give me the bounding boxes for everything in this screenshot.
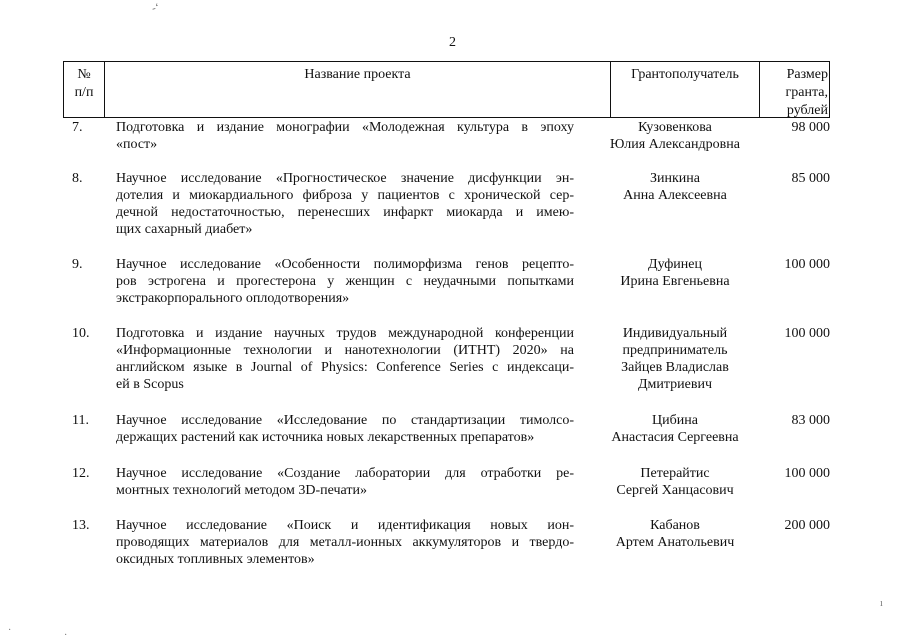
grantee-line: Петерайтис (640, 466, 710, 481)
grantee-line: Кузовенкова (638, 120, 712, 135)
grantee-line: Анна Алексеевна (623, 188, 727, 203)
project-title-line: Научное исследование «Особенности полиморфизма генов рецепто- (116, 257, 574, 272)
project-title-line: держащих растений как источника новых лекарственных препаратов» (116, 430, 535, 445)
row-project-title (116, 517, 574, 568)
project-title-line: дотелия и миокардиального фиброза у пациентов с хронической сер- (116, 188, 574, 203)
row-number: 13. (72, 518, 90, 533)
row-grantee (590, 119, 760, 153)
scan-mark: -‘ (150, 1, 161, 15)
row-number: 9. (72, 257, 83, 272)
project-title-line: ей в Scopus (116, 377, 184, 392)
row-grantee (590, 412, 760, 446)
grantee-line: Ирина Евгеньевна (620, 274, 730, 289)
header-amount-label: Размер гранта, рублей (785, 67, 828, 118)
grantee-line: Юлия Александровна (610, 137, 740, 152)
header-amount (760, 62, 829, 117)
project-title-line: Подготовка и издание научных трудов международной конференции (116, 326, 574, 341)
header-num (64, 62, 105, 117)
project-title-line: Научное исследование «Прогностическое значение дисфункции эн- (116, 171, 574, 186)
project-title-line: Научное исследование «Исследование по стандартизации тимолсо- (116, 413, 574, 428)
row-number: 7. (72, 120, 83, 135)
grantee-line: Индивидуальный (622, 326, 728, 341)
project-title-line: Подготовка и издание монографии «Молодежная культура в эпоху (116, 120, 574, 135)
table-header (63, 61, 830, 118)
project-title-line: щих сахарный диабет» (116, 222, 253, 237)
scan-speck: ı (880, 598, 883, 609)
grantee-line: Сергей Ханцасович (616, 483, 734, 498)
row-grantee (590, 465, 760, 499)
grantee-line: Дуфинец (648, 257, 702, 272)
grantee-line: Артем Анатольевич (615, 535, 735, 550)
project-title-line: английском языке в Journal of Physics: Conference Series с индексаци- (116, 360, 574, 375)
grantee-line: Анастасия Сергеевна (611, 430, 739, 445)
row-number: 8. (72, 171, 83, 186)
grantee-line: предприниматель (622, 343, 728, 358)
project-title-line: ров эстрогена и прогестерона у женщин с неудачными попытками (116, 274, 574, 289)
grantee-line: Цибина (652, 413, 698, 428)
row-project-title (116, 325, 574, 393)
row-grantee (590, 517, 760, 551)
row-project-title (116, 412, 574, 446)
grantee-line: Кабанов (650, 518, 700, 533)
project-title-line: «пост» (116, 137, 158, 152)
project-title-line: проводящих материалов для металл-ионных аккумуляторов и твердо- (116, 535, 574, 550)
project-title-line: оксидных топливных элементов» (116, 552, 315, 567)
row-grant-amount: 83 000 (791, 413, 830, 428)
project-title-line: дечной недостаточностью, перенесших инфаркт миокарда и имею- (116, 205, 574, 220)
header-grantee: Грантополучатель (611, 62, 760, 117)
project-title-line: «Информационные технологии и нанотехнологии (ИТНТ) 2020» на (116, 343, 574, 358)
row-number: 11. (72, 413, 89, 428)
row-grantee (590, 325, 760, 393)
row-grantee (590, 256, 760, 290)
header-num-label: № п/п (74, 67, 94, 100)
grantee-line: Зинкина (650, 171, 700, 186)
project-title-line: монтных технологий методом 3D-печати» (116, 483, 367, 498)
row-project-title (116, 170, 574, 238)
project-title-line: Научное исследование «Поиск и идентификация новых ион- (116, 518, 574, 533)
scan-speck: · (64, 630, 68, 641)
row-grantee (590, 170, 760, 204)
scan-speck: · (8, 625, 12, 636)
row-number: 10. (72, 326, 90, 341)
grantee-line: Дмитриевич (637, 377, 713, 392)
row-number: 12. (72, 466, 90, 481)
grantee-line: Зайцев Владислав (621, 360, 729, 375)
page-number: 2 (449, 35, 456, 50)
row-project-title (116, 119, 574, 153)
row-grant-amount: 100 000 (784, 326, 830, 341)
project-title-line: экстракорпорального оплодотворения» (116, 291, 350, 306)
row-grant-amount: 200 000 (784, 518, 830, 533)
row-grant-amount: 100 000 (784, 257, 830, 272)
row-project-title (116, 256, 574, 307)
header-title: Название проекта (105, 62, 611, 117)
project-title-line: Научное исследование «Создание лаборатории для отработки ре- (116, 466, 574, 481)
row-grant-amount: 98 000 (791, 120, 830, 135)
row-grant-amount: 100 000 (784, 466, 830, 481)
row-project-title (116, 465, 574, 499)
row-grant-amount: 85 000 (791, 171, 830, 186)
